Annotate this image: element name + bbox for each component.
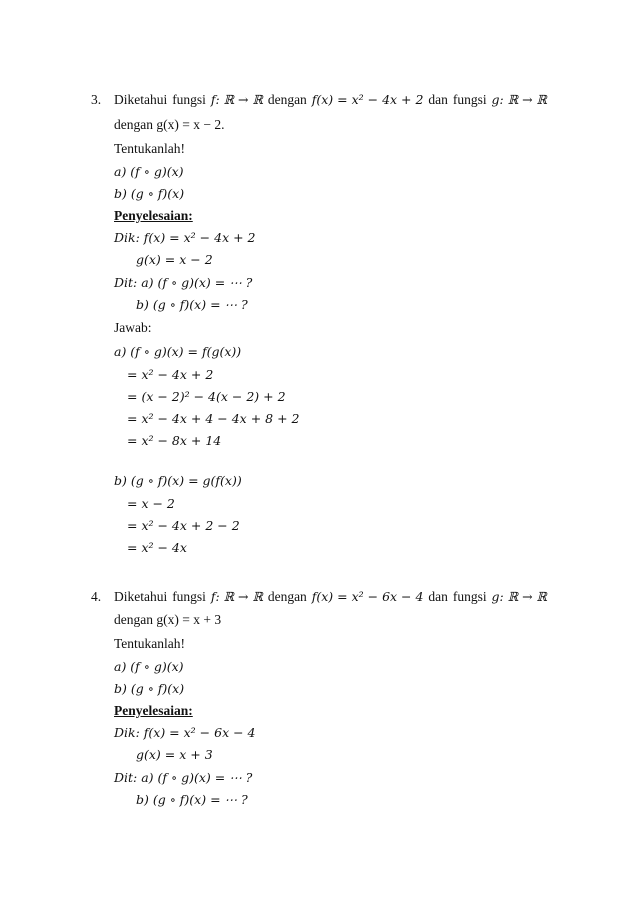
header-math: f(x) = x² − 4x + 2	[311, 92, 424, 107]
question-3-ask: Tentukanlah!	[114, 141, 186, 156]
question-4-ask: Tentukanlah!	[114, 636, 186, 651]
header-word: fungsi	[452, 92, 487, 107]
question-4-asked-2: b) (g ∘ f)(x) = ⋯ ?	[136, 792, 248, 807]
header-math: g: ℝ → ℝ	[491, 589, 547, 604]
question-3-answer-b-head: b) (g ∘ f)(x) = g(f(x))	[114, 473, 242, 488]
question-3-answer-a-step: = (x − 2)² − 4(x − 2) + 2	[127, 389, 286, 404]
header-word: dan	[428, 589, 448, 604]
question-3-answer-b-step: = x² − 4x + 2 − 2	[127, 518, 240, 533]
question-4-given-2: g(x) = x + 3	[136, 747, 213, 762]
question-3-answer-label: Jawab:	[114, 320, 152, 335]
question-3-answer-a-step: = x² − 4x + 2	[127, 367, 214, 382]
question-3-answer-a-step: = x² − 4x + 4 − 4x + 8 + 2	[127, 411, 300, 426]
question-3-header	[114, 92, 547, 108]
header-word: fungsi	[172, 589, 206, 604]
question-4-item-a: a) (f ∘ g)(x)	[114, 659, 184, 674]
header-word: dengan	[267, 92, 307, 107]
header-word: fungsi	[452, 589, 487, 604]
question-3-solution-title: Penyelesaian:	[114, 208, 193, 223]
question-3-item-b: b) (g ∘ f)(x)	[114, 186, 185, 201]
question-4-given-1: Dik: f(x) = x² − 6x − 4	[114, 725, 256, 740]
header-word: dengan	[267, 589, 307, 604]
question-4-line2: dengan g(x) = x + 3	[114, 612, 222, 627]
question-3-answer-b-step: = x − 2	[127, 496, 175, 511]
question-4-item-b: b) (g ∘ f)(x)	[114, 681, 185, 696]
question-3-given-1: Dik: f(x) = x² − 4x + 2	[114, 230, 256, 245]
header-word: Diketahui	[114, 92, 168, 107]
header-word: dan	[428, 92, 448, 107]
question-3-item-a: a) (f ∘ g)(x)	[114, 164, 184, 179]
question-3-line2: dengan g(x) = x − 2.	[114, 117, 225, 132]
question-4-number: 4.	[91, 589, 102, 604]
header-math: f: ℝ → ℝ	[210, 92, 263, 107]
header-math: g: ℝ → ℝ	[491, 92, 547, 107]
question-4-header	[114, 589, 547, 605]
header-word: Diketahui	[114, 589, 168, 604]
header-word: fungsi	[172, 92, 206, 107]
question-3-answer-a-step: = x² − 8x + 14	[127, 433, 222, 448]
question-3-asked-1: Dit: a) (f ∘ g)(x) = ⋯ ?	[114, 275, 253, 290]
question-4-solution-title: Penyelesaian:	[114, 703, 193, 718]
question-3-answer-a-head: a) (f ∘ g)(x) = f(g(x))	[114, 344, 242, 359]
question-3-number: 3.	[91, 92, 102, 107]
header-math: f(x) = x² − 6x − 4	[311, 589, 424, 604]
question-3-answer-b-step: = x² − 4x	[127, 540, 187, 555]
question-4-asked-1: Dit: a) (f ∘ g)(x) = ⋯ ?	[114, 770, 253, 785]
header-math: f: ℝ → ℝ	[210, 589, 263, 604]
question-3-given-2: g(x) = x − 2	[136, 252, 213, 267]
question-3-asked-2: b) (g ∘ f)(x) = ⋯ ?	[136, 297, 248, 312]
